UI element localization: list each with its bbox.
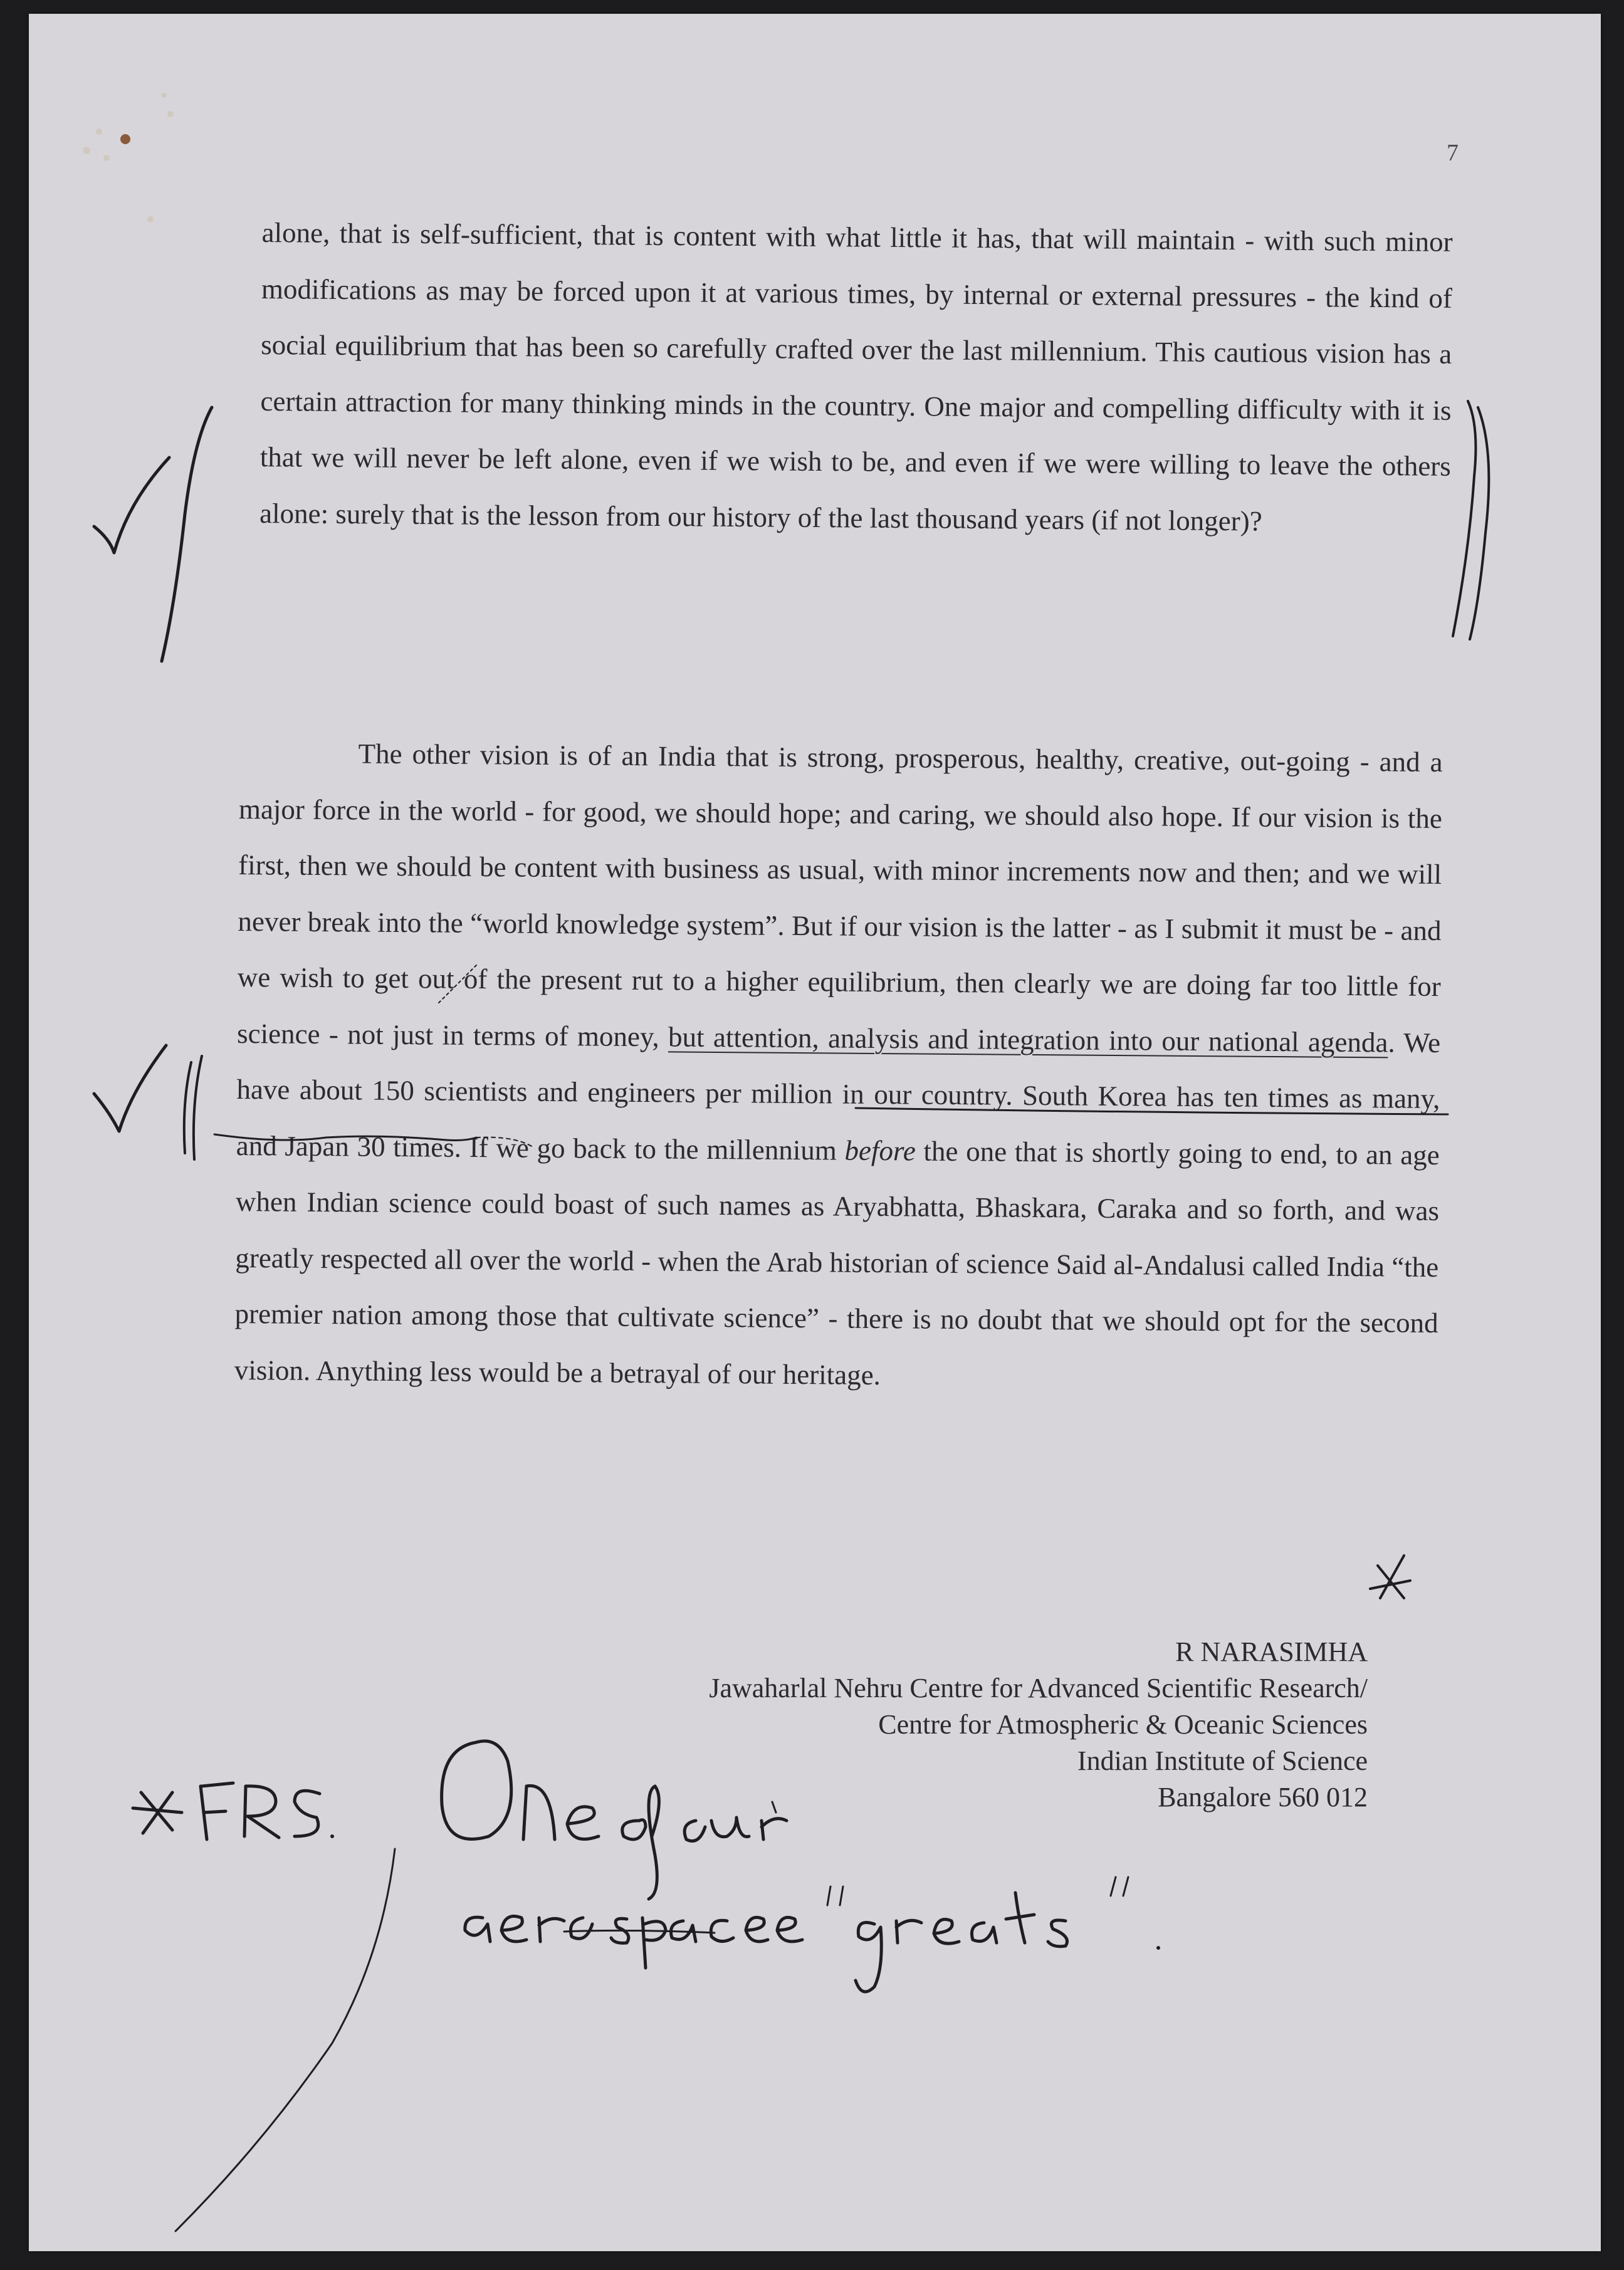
paragraph-2-part-c: the one that is shortly going to end, to an age when Indian science could boast of such names as Aryabhatta, Bhaskara, Caraka and so forth, and was greatly respected all over the world - when the Arab historian of science Said al-Andalusi called India “the premier nation among those that cultivate science” - there is no doubt that we should opt for the second vision. Anything less would be a betrayal of our heritage. xyxy=(234,1135,1440,1391)
affiliation-line-2: Centre for Atmospheric & Oceanic Sciences xyxy=(878,1709,1368,1740)
signature-block xyxy=(709,1634,1368,1816)
author-name: R NARASIMHA xyxy=(1175,1636,1368,1667)
paragraph-1: alone, that is self-sufficient, that is content with what little it has, that will maintain - with such minor modifications as may be forced upon it at various times, by internal or external pressures - the kind of social equilibrium that has been so carefully crafted over the last millennium. This cautious vision has a certain attraction for many thinking minds in the country. One major and compelling difficulty with it is that we will never be left alone, even if we wish to be, and even if we were willing to leave the others alone: surely that is the lesson from our history of the last thousand years (if not longer)? xyxy=(259,216,1453,537)
affiliation-line-4: Bangalore 560 012 xyxy=(1158,1782,1368,1812)
page-number: 7 xyxy=(1447,140,1459,166)
affiliation-line-1: Jawaharlal Nehru Centre for Advanced Scientific Research/ xyxy=(709,1673,1368,1703)
emphasized-word: before xyxy=(844,1134,916,1166)
paragraph-2 xyxy=(234,725,1443,1408)
document-page xyxy=(29,14,1601,2251)
affiliation-line-3: Indian Institute of Science xyxy=(1077,1745,1368,1776)
underlined-phrase: but attention, analysis and integration into our national agenda xyxy=(668,1020,1388,1058)
paragraph-2-part-a: The other vision is of an India that is strong, prosperous, healthy, creative, out-going - and a major force in the world - for good, we should hope; and caring, we should also hope. If our vision is the first, then we should be content with business as usual, with minor increments now and then; and we will never break into the “world knowledge system”. But if our vision is the latter - as I submit it must be - and we wish to get out of the present rut to a higher equilibrium, then clearly we are doing far too little for science - not just in terms of money, xyxy=(236,738,1443,1052)
paragraph-2-part-b: . We have about 150 scientists and engineers per million in our country. South Korea has ten times as many, and Japan 30 times. If we go back to the millennium xyxy=(236,1026,1441,1166)
